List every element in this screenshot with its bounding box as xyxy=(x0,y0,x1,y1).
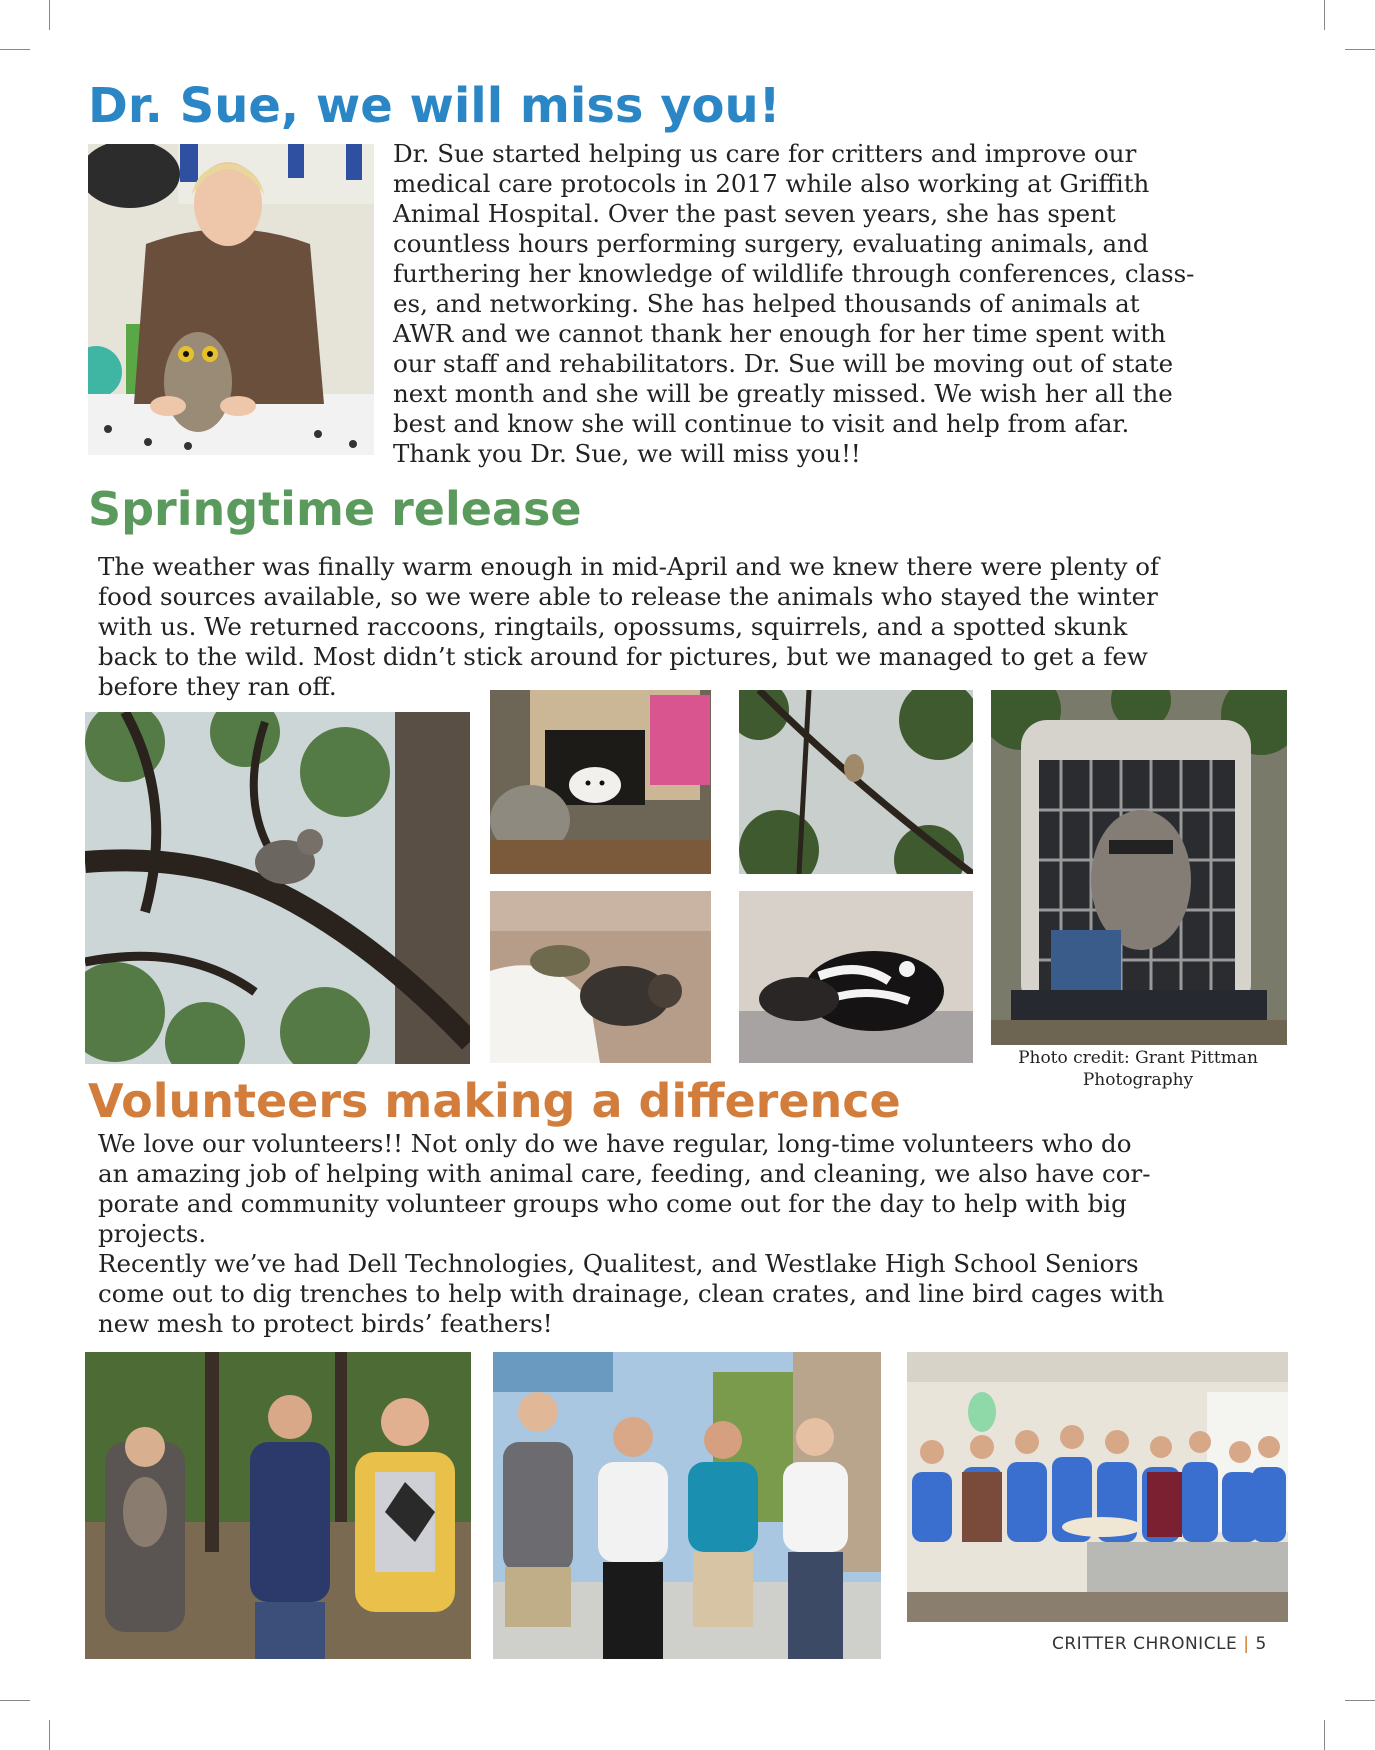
volunteers-paragraph xyxy=(98,1129,1298,1339)
photo-credit-caption xyxy=(990,1047,1286,1091)
crop-mark xyxy=(1324,1720,1325,1750)
text-line: Thank you Dr. Sue, we will miss you!! xyxy=(393,439,861,468)
text-line: Recently we’ve had Dell Technologies, Qualitest, and Westlake High School Seniors xyxy=(98,1249,1139,1278)
text-line: food sources available, so we were able to release the animals who stayed the winter xyxy=(98,582,1158,611)
publication-name: CRITTER CHRONICLE xyxy=(1052,1634,1238,1654)
springtime-paragraph xyxy=(98,552,1298,702)
volunteers-group-photo xyxy=(493,1352,881,1659)
text-line: We love our volunteers!! Not only do we have regular, long-time volunteers who do xyxy=(98,1129,1132,1158)
crop-mark xyxy=(1345,49,1375,50)
raccoon-crate-photo xyxy=(991,690,1287,1045)
text-line: Animal Hospital. Over the past seven years, she has spent xyxy=(393,199,1116,228)
crop-mark xyxy=(1345,1700,1375,1701)
student-volunteers-photo xyxy=(907,1352,1288,1622)
crop-mark xyxy=(49,1720,50,1750)
ringtail-tree-photo xyxy=(739,690,973,874)
text-line: furthering her knowledge of wildlife through conferences, class- xyxy=(393,259,1195,288)
text-line: new mesh to protect birds’ feathers! xyxy=(98,1309,553,1338)
volunteers-digging-photo xyxy=(85,1352,471,1659)
page-number: 5 xyxy=(1255,1634,1267,1654)
caption-line: Photo credit: Grant Pittman xyxy=(1018,1048,1258,1068)
section-title-dr-sue: Dr. Sue, we will miss you! xyxy=(88,78,781,134)
text-line: best and know she will continue to visit and help from afar. xyxy=(393,409,1130,438)
dr-sue-paragraph xyxy=(393,139,1293,469)
text-line: our staff and rehabilitators. Dr. Sue will be moving out of state xyxy=(393,349,1174,378)
text-line: medical care protocols in 2017 while also working at Griffith xyxy=(393,169,1150,198)
text-line: with us. We returned raccoons, ringtails, opossums, squirrels, and a spotted skunk xyxy=(98,612,1128,641)
crop-mark xyxy=(0,1700,30,1701)
text-line: countless hours performing surgery, evaluating animals, and xyxy=(393,229,1149,258)
text-line: come out to dig trenches to help with drainage, clean crates, and line bird cages with xyxy=(98,1279,1165,1308)
caption-line: Photography xyxy=(1082,1070,1194,1090)
text-line: next month and she will be greatly missed. We wish her all the xyxy=(393,379,1173,408)
text-line: before they ran off. xyxy=(98,672,337,701)
crop-mark xyxy=(1324,0,1325,30)
text-line: back to the wild. Most didn’t stick around for pictures, but we managed to get a few xyxy=(98,642,1148,671)
text-line: projects. xyxy=(98,1219,207,1248)
opossum-crate-photo xyxy=(490,690,711,874)
text-line: The weather was finally warm enough in mid-April and we knew there were plenty of xyxy=(98,552,1160,581)
footer-separator: | xyxy=(1243,1634,1250,1654)
crop-mark xyxy=(0,49,30,50)
crop-mark xyxy=(49,0,50,30)
spotted-skunk-photo xyxy=(739,891,973,1063)
squirrel-box-photo xyxy=(490,891,711,1063)
text-line: porate and community volunteer groups who come out for the day to help with big xyxy=(98,1189,1127,1218)
text-line: an amazing job of helping with animal care, feeding, and cleaning, we also have cor- xyxy=(98,1159,1151,1188)
text-line: Dr. Sue started helping us care for critters and improve our xyxy=(393,139,1137,168)
page-footer xyxy=(1052,1634,1267,1654)
text-line: AWR and we cannot thank her enough for her time spent with xyxy=(393,319,1166,348)
text-line: es, and networking. She has helped thousands of animals at xyxy=(393,289,1140,318)
dr-sue-owl-photo xyxy=(88,144,374,455)
raccoon-in-tree-photo xyxy=(85,712,470,1064)
section-title-springtime: Springtime release xyxy=(88,482,582,536)
section-title-volunteers: Volunteers making a difference xyxy=(88,1074,901,1128)
